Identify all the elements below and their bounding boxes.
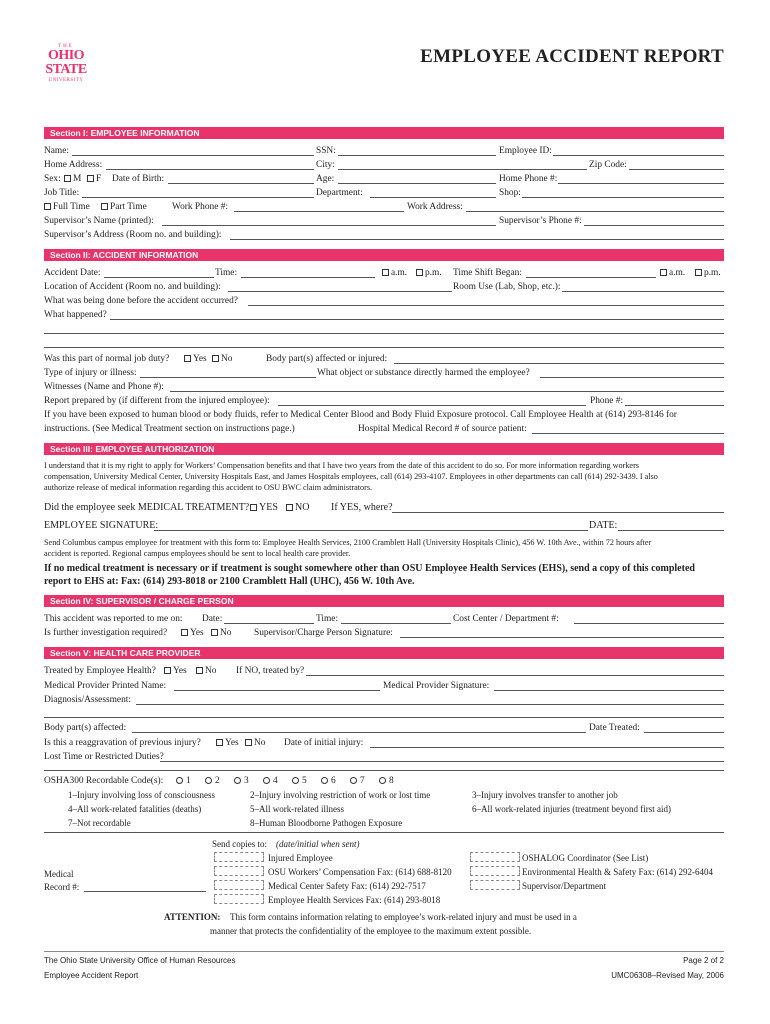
row-treated [44,665,724,677]
osha-legend-7: 7–Not recordable [68,818,131,828]
row-witnesses [44,381,724,393]
seek-no-label: NO [295,502,310,513]
section-3-header: Section III: EMPLOYEE AUTHORIZATION [44,443,724,455]
if-no-treated-field[interactable] [306,665,724,676]
body-parts-label: Body part(s) affected or injured: [266,354,388,364]
what-happened-label: What happened? [44,310,107,320]
shift-am-checkbox[interactable] [660,269,667,276]
reaggravation-yes-checkbox[interactable] [216,739,223,746]
copy-workers-comp-label: OSU Workers’ Compensation Fax: (614) 688-8120 [268,867,452,877]
section-4-header: Section IV: SUPERVISOR / CHARGE PERSON [44,595,724,607]
full-time-label: Full Time [53,202,90,212]
row-osha [44,775,724,787]
medical-record-label-2: Record #: [44,882,80,892]
send-line-2: accident is reported. Regional campus employees should be sent to local health care provider. [44,549,351,558]
pm-label: p.m. [425,268,442,278]
further-yes-checkbox[interactable] [181,629,188,636]
osu-logo [44,44,88,92]
reported-time-field[interactable] [341,613,451,624]
provider-name-field[interactable] [174,680,380,691]
footer-page: Page 2 of 2 [683,956,724,965]
hcp-body-parts-label: Body part(s) affected: [44,723,127,733]
osha-code-2-radio[interactable] [205,777,212,784]
row-normal-duty [44,353,724,365]
seek-yes-label: YES [259,502,278,513]
treated-no-label: No [205,666,217,676]
normal-duty-no-label: No [221,354,233,364]
shop-field[interactable] [522,187,724,198]
shift-pm-label: p.m. [704,268,721,278]
row-signature [44,520,724,532]
osha-code-7-label: 7 [360,776,365,786]
pm-checkbox[interactable] [416,269,423,276]
row-reaggravation [44,737,724,749]
what-done-label: What was being done before the accident occurred? [44,296,238,306]
auth-line-1: I understand that it is my right to apply for Workers’ Compensation benefits and that I have two years from the date of this accident to do so. For more information regarding workers [44,461,639,470]
osha-label: OSHA300 Recordable Code(s): [44,776,164,786]
part-time-label: Part Time [110,202,147,212]
shift-am-label: a.m. [669,268,686,278]
signature-date-field[interactable] [618,520,724,531]
witnesses-field[interactable] [170,381,724,392]
diagnosis-label: Diagnosis/Assessment: [44,695,131,705]
row-blood-1 [44,409,724,421]
am-label: a.m. [391,268,408,278]
logo-ohio: OHIO [47,48,85,63]
department-field[interactable] [370,187,496,198]
copy-injured-employee-label: Injured Employee [268,853,333,863]
work-phone-field[interactable] [234,201,404,212]
time-label: Time: [215,268,238,278]
osha-legend-row-1 [44,789,724,801]
reported-date-label: Date: [202,614,223,624]
prepared-phone-field[interactable] [625,395,724,406]
row-reported [44,613,724,625]
ehs-notice-line-2: report to EHS at: Fax: (614) 293-8018 or 2100 Cramblett Hall (UHC), 456 W. 10th Ave. [44,575,415,587]
blood-instructions-text: instructions. (See Medical Treatment section on instructions page.) [44,424,295,434]
home-phone-field[interactable] [558,173,724,184]
normal-duty-yes-label: Yes [193,354,207,364]
attention-label: ATTENTION: [164,912,221,922]
osha-legend-row-2 [44,803,724,815]
room-use-label: Room Use (Lab, Shop, etc.): [453,282,561,292]
what-happened-line-2[interactable] [44,333,724,334]
reaggravation-yes-label: Yes [225,738,239,748]
row-provider-name [44,680,724,692]
department-label: Department: [316,188,363,198]
footer-form: Employee Accident Report [44,971,139,980]
osha-legend-5: 5–All work-related illness [250,804,344,814]
shift-label: Time Shift Began: [453,268,522,278]
medical-record-row-1 [44,868,724,880]
blood-exposure-text: If you have been exposed to human blood or body fluids, refer to Medical Center Blood and Body Fluid Exposure protocol. Call Employee Health at (614) 293-8146 for [44,410,677,420]
shift-field[interactable] [526,267,656,278]
city-field[interactable] [338,159,587,170]
zip-label: Zip Code: [589,160,627,170]
osha-code-1-radio[interactable] [176,777,183,784]
send-line-1: Send Columbus campus employee for treatment with this form to: Employee Health Services, 2100 Cramblett Hall (University Hospitals Clinic), 456 W. 10th Ave., within 72 hours after [44,538,652,547]
row-lost-time [44,751,724,763]
row-body-parts [44,722,724,734]
home-address-label: Home Address: [44,160,103,170]
dob-field[interactable] [168,173,314,184]
supervisor-name-label: Supervisor’s Name (printed): [44,216,154,226]
job-title-label: Job Title: [44,188,80,198]
supervisor-signature-label: Supervisor/Charge Person Signature: [254,628,393,638]
accident-date-field[interactable] [104,267,214,278]
seek-no-checkbox[interactable] [286,504,293,511]
employee-id-field[interactable] [553,145,724,156]
osha-code-3-radio[interactable] [234,777,241,784]
hospital-record-field[interactable] [532,423,724,434]
row-blood-2 [44,423,724,435]
treated-label: Treated by Employee Health? [44,666,156,676]
supervisor-signature-field[interactable] [400,627,724,638]
attention-row-1 [44,911,724,923]
row-what-happened [44,309,724,321]
osha-code-8-radio[interactable] [379,777,386,784]
medical-record-label-1: Medical [44,869,74,879]
initial-injury-field[interactable] [370,737,724,748]
cost-center-label: Cost Center / Department #: [453,614,559,624]
name-label: Name: [44,146,69,156]
further-no-checkbox[interactable] [211,629,218,636]
reaggravation-label: Is this a reaggravation of previous injury? [44,738,201,748]
row-further [44,627,724,639]
seek-yes-checkbox[interactable] [250,504,257,511]
room-use-field[interactable] [562,281,724,292]
body-parts-field[interactable] [394,353,724,364]
cost-center-field[interactable] [574,613,724,624]
female-checkbox[interactable] [87,175,94,182]
copy-oshalog-label: OSHALOG Coordinator (See List) [522,853,649,863]
row-accident-date [44,267,724,279]
attention-text-1: This form contains information relating to employee’s work-related injury and must be used in a [230,912,577,922]
accident-date-label: Accident Date: [44,268,101,278]
auth-line-3: authorize release of medical information regarding this accident to OSU BWC claim administrators. [44,483,373,492]
location-label: Location of Accident (Room no. and building): [44,282,221,292]
home-phone-label: Home Phone #: [499,174,558,184]
seek-treatment-label: Did the employee seek MEDICAL TREATMENT? [44,502,250,513]
osha-code-6-label: 6 [331,776,336,786]
further-yes-label: Yes [190,628,204,638]
page-title: EMPLOYEE ACCIDENT REPORT [420,46,724,67]
job-title-field[interactable] [82,187,314,198]
osha-legend-4: 4–All work-related fatalities (deaths) [68,804,202,814]
send-copies-label: Send copies to: [212,839,267,849]
row-job-title [44,187,724,199]
osha-code-6-radio[interactable] [321,777,328,784]
normal-duty-no-checkbox[interactable] [212,355,219,362]
location-field[interactable] [228,281,452,292]
ehs-notice-line-1: If no medical treatment is necessary or if treatment is sought somewhere other than OSU Employee Health Services (EHS), send a copy of this completed [44,563,695,574]
lost-time-line-2[interactable] [44,770,724,771]
normal-duty-yes-checkbox[interactable] [184,355,191,362]
row-name [44,145,724,157]
city-label: City: [316,160,335,170]
copy-row-4 [44,894,724,906]
row-supervisor [44,215,724,227]
row-home-address [44,159,724,171]
auth-line-2: compensation, University Medical Center, University Hospitals East, and James Hospitals employees, call (614) 293-4107. Employees in other departments can call (614) 292-3439. I also [44,472,658,481]
provider-signature-label: Medical Provider Signature: [383,681,490,691]
osha-divider [44,832,724,833]
diagnosis-field[interactable] [136,694,724,705]
section-2-header: Section II: ACCIDENT INFORMATION [44,249,724,261]
logo-state: STATE [45,62,87,77]
further-no-label: No [220,628,232,638]
osha-legend-3: 3–Injury involves transfer to another job [472,790,618,800]
attention-row-2 [44,925,724,937]
hospital-record-label: Hospital Medical Record # of source patient: [358,424,527,434]
osha-code-8-label: 8 [389,776,394,786]
work-address-field[interactable] [466,201,724,212]
copy-safety-label: Medical Center Safety Fax: (614) 292-7517 [268,881,426,891]
male-label: M [73,174,82,184]
if-yes-where-label: If YES, where? [331,502,393,513]
ssn-field[interactable] [338,145,496,156]
osha-code-4-radio[interactable] [263,777,270,784]
signature-date-label: DATE: [589,520,618,531]
osha-legend-row-3 [44,817,724,829]
employee-signature-field[interactable] [154,520,588,531]
treated-yes-checkbox[interactable] [164,667,171,674]
send-copies-hint: (date/initial when sent) [276,839,360,849]
what-object-field[interactable] [540,367,724,378]
reported-time-label: Time: [316,614,339,624]
supervisor-name-field[interactable] [162,215,496,226]
diagnosis-line-2[interactable] [44,717,724,718]
medical-record-field[interactable] [84,881,206,892]
normal-duty-label: Was this part of normal job duty? [44,354,170,364]
reaggravation-no-checkbox[interactable] [245,739,252,746]
date-treated-label: Date Treated: [589,723,640,733]
date-treated-field[interactable] [644,722,724,733]
treated-no-checkbox[interactable] [196,667,203,674]
attention-text-2: manner that protects the confidentiality of the employee to the maximum extent possible. [210,926,532,936]
full-time-checkbox[interactable] [44,203,51,210]
section-5-header: Section V: HEALTH CARE PROVIDER [44,647,724,659]
osha-legend-6: 6–All work-related injuries (treatment beyond first aid) [472,804,671,814]
row-sex [44,173,724,185]
witnesses-label: Witnesses (Name and Phone #): [44,382,164,392]
copy-row-r1 [44,852,724,864]
send-instructions [44,537,724,559]
what-done-field[interactable] [248,295,724,306]
zip-field[interactable] [629,159,724,170]
logo-the: THE [58,44,74,49]
further-investigation-label: Is further investigation required? [44,628,168,638]
osha-legend-2: 2–Injury involving restriction of work or lost time [250,790,431,800]
footer-revision: UMC06308–Revised May, 2006 [611,971,724,980]
copy-supervisor-label: Supervisor/Department [522,881,606,891]
row-type-injury [44,367,724,379]
osha-code-2-label: 2 [215,776,220,786]
reaggravation-no-label: No [254,738,266,748]
am-checkbox[interactable] [382,269,389,276]
row-supervisor-address [44,229,724,241]
osha-code-5-radio[interactable] [292,777,299,784]
shop-label: Shop: [499,188,521,198]
work-phone-label: Work Phone #: [172,202,229,212]
female-label: F [96,174,102,184]
supervisor-phone-label: Supervisor’s Phone #: [499,216,582,226]
reported-date-field[interactable] [224,613,314,624]
provider-name-label: Medical Provider Printed Name: [44,681,167,691]
osha-code-1-label: 1 [186,776,191,786]
copy-employee-health-label: Employee Health Services Fax: (614) 293-8018 [268,895,441,905]
section-1-header: Section I: EMPLOYEE INFORMATION [44,127,724,139]
osha-legend-8: 8–Human Bloodborne Pathogen Exposure [250,818,403,828]
osha-legend-1: 1–Injury involving loss of consciousness [68,790,215,800]
prepared-by-field[interactable] [278,395,586,406]
ehs-notice [44,563,724,588]
row-what-done [44,295,724,307]
osha-code-3-label: 3 [244,776,249,786]
row-prepared-by [44,395,724,407]
age-field[interactable] [338,173,496,184]
osha-code-4-label: 4 [273,776,278,786]
copy-ehs-label: Environmental Health & Safety Fax: (614) 292-6404 [522,867,713,877]
logo-university: UNIVERSITY [48,78,84,83]
footer-rule [44,951,724,952]
if-no-treated-label: If NO, treated by? [236,666,305,676]
treated-yes-label: Yes [173,666,187,676]
name-field[interactable] [72,145,314,156]
home-address-field[interactable] [106,159,314,170]
sex-label: Sex: [44,174,61,184]
osha-code-5-label: 5 [302,776,307,786]
ssn-label: SSN: [316,146,336,156]
supervisor-address-label: Supervisor’s Address (Room no. and building): [44,230,222,240]
row-employment [44,201,724,213]
prepared-by-label: Report prepared by (if different from the injured employee): [44,396,270,406]
employee-signature-label: EMPLOYEE SIGNATURE: [44,520,159,531]
part-time-checkbox[interactable] [101,203,108,210]
initial-injury-label: Date of initial injury: [284,738,364,748]
row-seek-treatment [44,502,724,514]
supervisor-address-field[interactable] [230,229,724,240]
authorization-text [44,460,724,493]
prepared-phone-label: Phone #: [590,396,624,406]
time-field[interactable] [241,267,375,278]
type-injury-label: Type of injury or illness: [44,368,137,378]
what-happened-field[interactable] [110,309,724,320]
if-yes-where-field[interactable] [392,502,724,513]
send-copies-header [44,838,724,850]
what-happened-line-3[interactable] [44,347,724,348]
hcp-body-parts-field[interactable] [132,722,586,733]
row-location [44,281,724,293]
row-diagnosis [44,694,724,706]
medical-record-row-2 [44,881,724,893]
age-label: Age: [316,174,335,184]
reported-label: This accident was reported to me on: [44,614,183,624]
dob-label: Date of Birth: [112,174,165,184]
osha-code-7-radio[interactable] [350,777,357,784]
what-object-label: What object or substance directly harmed the employee? [317,368,530,378]
work-address-label: Work Address: [407,202,463,212]
lost-time-field[interactable] [160,751,724,762]
provider-signature-field[interactable] [494,680,724,691]
type-injury-field[interactable] [140,367,316,378]
footer-org: The Ohio State University Office of Human Resources [44,956,236,965]
employee-id-label: Employee ID: [499,146,552,156]
male-checkbox[interactable] [64,175,71,182]
supervisor-phone-field[interactable] [584,215,724,226]
shift-pm-checkbox[interactable] [695,269,702,276]
lost-time-label: Lost Time or Restricted Duties? [44,752,164,762]
